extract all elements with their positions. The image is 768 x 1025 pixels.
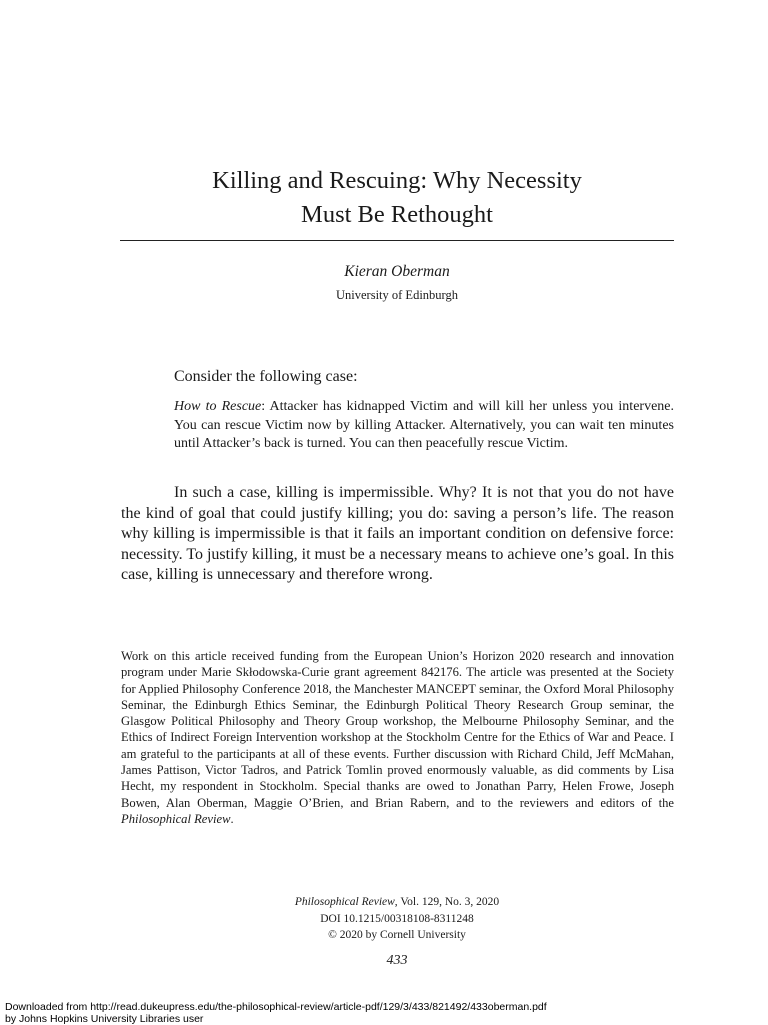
- acknowledgement-footnote: [121, 648, 674, 827]
- journal-name: Philosophical Review: [295, 896, 395, 908]
- intro-sentence: Consider the following case:: [174, 368, 358, 386]
- title-line-1: Killing and Rescuing: Why Necessity: [120, 164, 674, 198]
- download-line-1: Downloaded from http://read.dukeupress.edu/the-philosophical-review/article-pdf/129/3/433/821492/433oberman.pdf: [5, 1002, 547, 1014]
- page-number: 433: [120, 953, 674, 969]
- footnote-text: Work on this article received funding from the European Union’s Horizon 2020 research and innovation program under Marie Skłodowska-Curie grant agreement 842176. The article was presented at the Society for Applied Philosophy Conference 2018, the Manchester MANCEPT seminar, the Oxford Moral Philosophy Seminar, the Edinburgh Ethics Seminar, the Edinburgh Political Theory Research Group seminar, the Glasgow Political Philosophy and Theory Group workshop, the Melbourne Philosophy Seminar, and the Ethics of Indirect Foreign Intervention workshop at the Stockholm Centre for the Ethics of War and Peace. I am grateful to the participants at all of these events. Further discussion with Richard Child, Jeff McMahan, James Pattison, Victor Tadros, and Patrick Tomlin proved enormously valuable, as did comments by Lisa Hecht, my respondent in Stockholm. Special thanks are owed to Jonathan Parry, Helen Frowe, Joseph Bowen, Alan Oberman, Maggie O’Brien, and Brian Rabern, and to the reviewers and editors of the: [121, 649, 674, 810]
- case-example: [174, 398, 674, 454]
- author-affiliation: University of Edinburgh: [120, 288, 674, 303]
- author-name: Kieran Oberman: [120, 263, 674, 281]
- case-text: : Attacker has kidnapped Victim and will kill her unless you intervene. You can rescue Victim now by killing Attacker. Alternatively, you can wait ten minutes until Attacker’s back is turned. You can then peacefully rescue Victim.: [174, 399, 674, 451]
- journal-doi: DOI 10.1215/00318108-8311248: [120, 911, 674, 928]
- download-watermark: [5, 1002, 547, 1025]
- article-title: [120, 164, 674, 232]
- journal-copyright: © 2020 by Cornell University: [120, 927, 674, 944]
- title-line-2: Must Be Rethought: [120, 198, 674, 232]
- title-divider: [120, 240, 674, 241]
- footnote-end: .: [230, 812, 233, 826]
- journal-citation: [120, 894, 674, 911]
- journal-volume: , Vol. 129, No. 3, 2020: [395, 896, 499, 908]
- body-paragraph: In such a case, killing is impermissible. Why? It is not that you do not have the kind of goal that could justify killing; you do: saving a person’s life. The reason why killing is impermissible is that it fails an important condition on defensive force: necessity. To justify killing, it must be a necessary means to achieve one’s goal. In this case, killing is unnecessary and therefore wrong.: [121, 483, 674, 586]
- case-title: How to Rescue: [174, 399, 261, 414]
- footnote-journal: Philosophical Review: [121, 812, 230, 826]
- journal-info: [120, 894, 674, 944]
- download-line-2: by Johns Hopkins University Libraries user: [5, 1014, 547, 1025]
